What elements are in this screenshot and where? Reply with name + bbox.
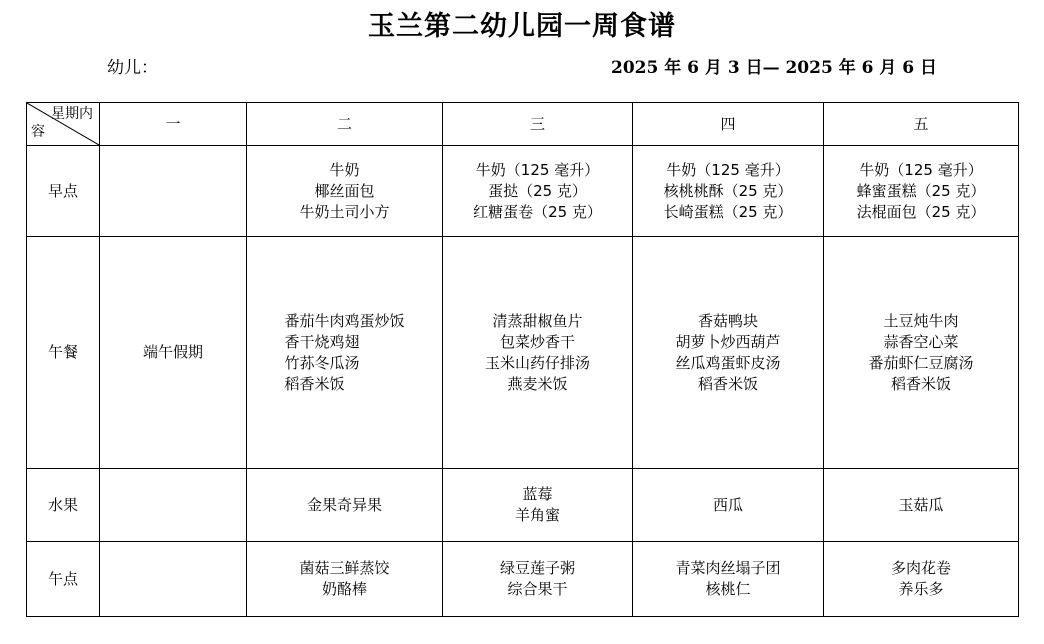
dish-item: 胡萝卜炒西葫芦 [675,332,781,351]
dish-item: 稻香米饭 [697,374,758,393]
dish-item: 蛋挞（25 克） [488,181,587,200]
meal-label-fruit: 水果 [27,469,100,542]
dish-item: 蜂蜜蛋糕（25 克） [856,181,986,200]
dish-item: 牛奶（125 毫升） [859,160,983,179]
dish-item: 土豆炖牛肉 [883,311,959,330]
page-title: 玉兰第二幼儿园一周食谱 [368,11,676,42]
dish-item: 香干烧鸡翅 [284,332,360,351]
menu-cell [633,469,824,542]
day-header-thu: 四 [633,103,824,146]
dish-item: 玉菇瓜 [898,495,944,514]
meal-label-breakfast: 早点 [27,146,100,237]
meal-label-snack: 午点 [27,542,100,617]
corner-weekday-label: 星期内 [51,106,93,122]
date-range: 2025 年 6 月 3 日— 2025 年 6 月 6 日 [611,58,938,78]
dish-item: 红糖蛋卷（25 克） [473,202,602,221]
menu-cell [443,542,633,617]
dish-item: 包菜炒香干 [499,332,575,351]
dish-item: 奶酪棒 [321,580,367,598]
weekly-menu-table [26,102,1019,617]
lunch-row [27,237,1019,469]
menu-cell [824,237,1019,469]
dish-item: 清蒸甜椒鱼片 [492,311,583,330]
dish-item: 金果奇异果 [306,495,382,514]
menu-cell [100,542,247,617]
dish-item: 牛奶土司小方 [299,202,390,221]
corner-content-label: 容 [31,124,45,140]
dish-item: 丝瓜鸡蛋虾皮汤 [675,353,781,372]
dish-item: 核桃桃酥（25 克） [663,181,793,200]
day-header-mon: 一 [100,103,247,146]
breakfast-row [27,146,1019,237]
menu-cell [633,146,824,237]
meal-label-lunch: 午餐 [27,237,100,469]
dish-item: 核桃仁 [705,580,751,598]
menu-cell [633,237,824,469]
menu-cell [443,146,633,237]
day-header-wed: 三 [443,103,633,146]
dish-item: 长崎蛋糕（25 克） [663,202,793,221]
dish-item: 综合果干 [507,580,568,598]
dish-item: 蓝莓 [522,485,553,503]
dish-item: 多肉花卷 [890,559,951,577]
dish-item: 法棍面包（25 克） [856,202,986,221]
menu-cell [247,542,443,617]
dish-item: 养乐多 [898,580,944,598]
dish-item: 牛奶 [329,160,360,179]
menu-cell [824,146,1019,237]
dish-item: 牛奶（125 毫升） [475,160,600,179]
dish-item: 番茄牛肉鸡蛋炒饭 [284,311,405,330]
dish-item: 蒜香空心菜 [883,332,959,351]
dish-item: 玉米山药仔排汤 [484,353,590,372]
menu-cell [247,469,443,542]
menu-cell [100,469,247,542]
dish-item: 羊角蜜 [514,506,560,524]
menu-cell [633,542,824,617]
menu-cell [443,469,633,542]
header-row [27,103,1019,146]
fruit-row [27,469,1019,542]
dish-item: 稻香米饭 [284,374,345,393]
menu-cell [100,146,247,237]
dish-item: 椰丝面包 [314,181,375,200]
dish-item: 番茄虾仁豆腐汤 [868,353,974,372]
day-header-tue: 二 [247,103,443,146]
dish-item: 端午假期 [142,343,203,361]
dish-item: 西瓜 [712,495,743,514]
dish-item: 稻香米饭 [890,374,951,393]
child-label: 幼儿： [107,58,158,78]
dish-item: 燕麦米饭 [507,374,568,393]
menu-cell [247,237,443,469]
snack-row [27,542,1019,617]
corner-header-cell [27,103,100,146]
dish-item: 牛奶（125 毫升） [666,160,790,179]
dish-item: 青菜肉丝塌子团 [675,559,781,577]
menu-cell [443,237,633,469]
menu-cell [824,542,1019,617]
menu-cell [824,469,1019,542]
dish-item: 菌菇三鲜蒸饺 [299,559,390,577]
menu-cell [100,237,247,469]
dish-item: 竹荪冬瓜汤 [284,353,360,372]
day-header-fri: 五 [824,103,1019,146]
dish-item: 香菇鸭块 [697,311,758,330]
dish-list [284,311,404,395]
dish-item: 绿豆莲子粥 [499,559,575,577]
menu-cell [247,146,443,237]
